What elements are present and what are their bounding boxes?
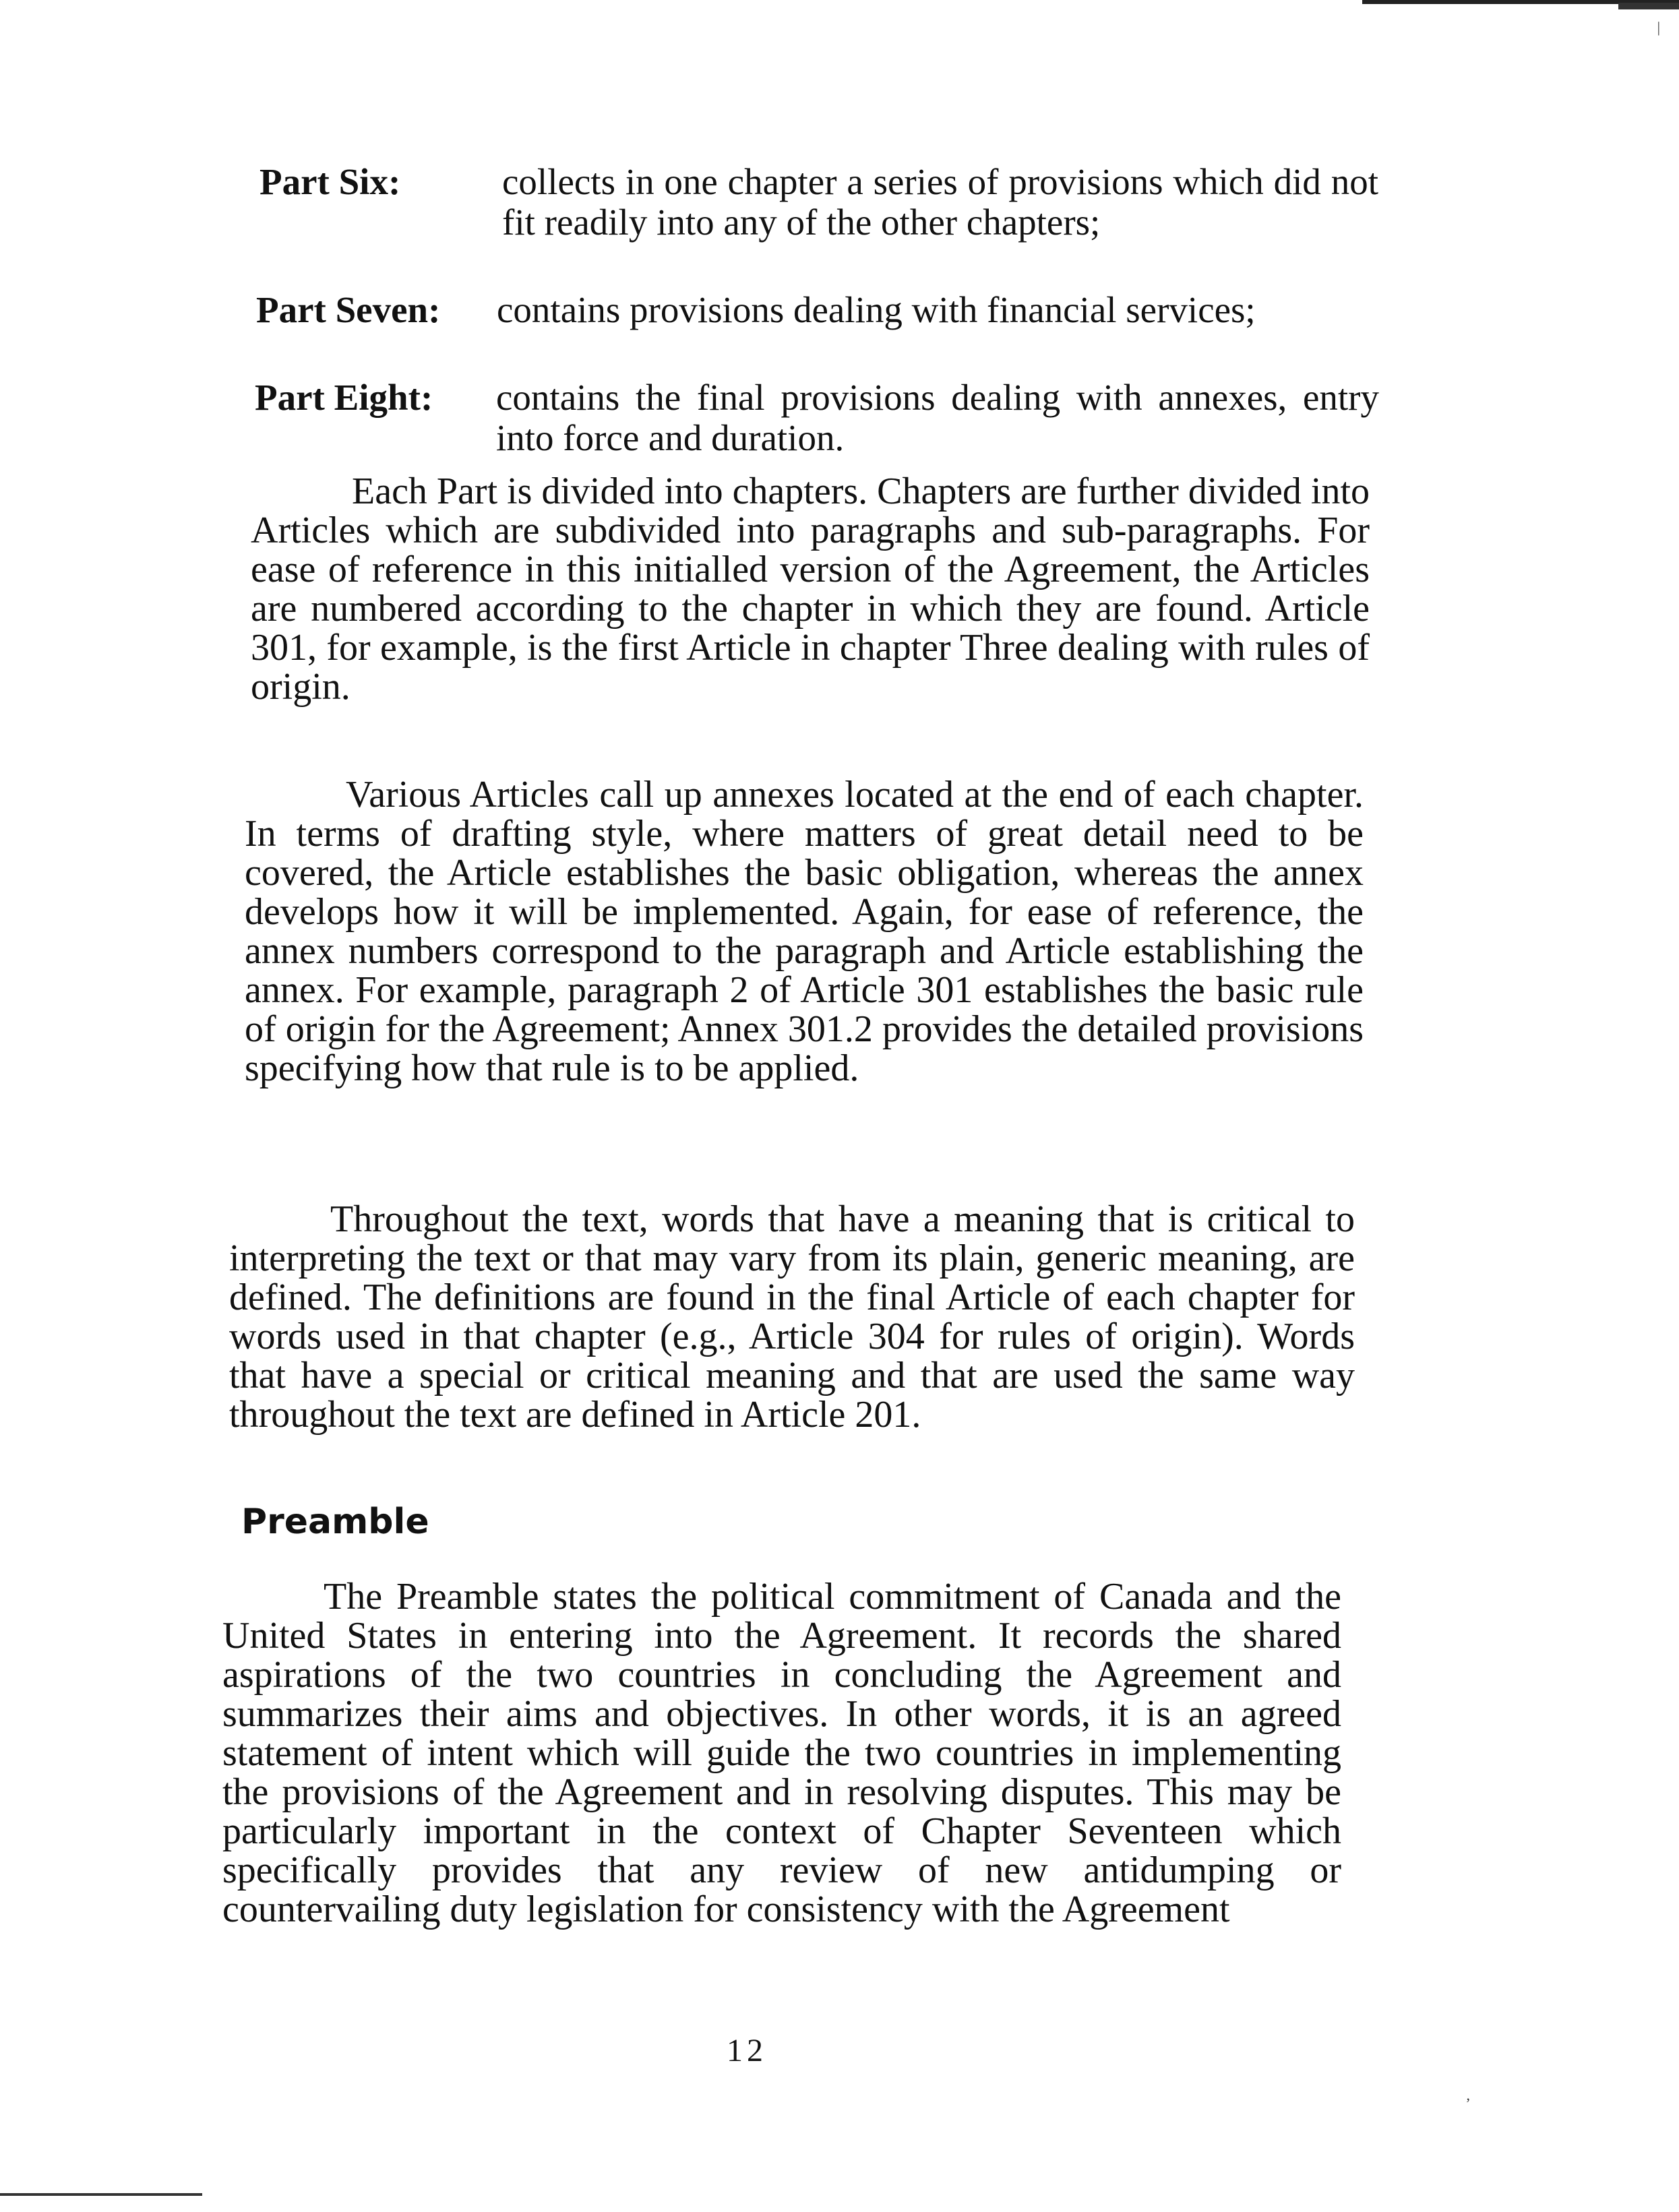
- body-paragraph: Throughout the text, words that have a meaning that is critical to interpreting the text or that may vary from its plain, generic meaning, are defined. The definitions are found in the final Article of each chapter for words used in that chapter (e.g., Article 304 for rules of origin). Words that have a special or critical meaning and that are used the same way throughout the text are defined in Article 201.: [229, 1198, 1355, 1436]
- scan-artifact-mark: |: [1657, 19, 1660, 36]
- scan-artifact-bottom: [0, 2193, 202, 2196]
- part-description: contains the final provisions dealing with annexes, entry into force and duration.: [496, 377, 1379, 458]
- scan-artifact-mark: ,: [1466, 2087, 1470, 2103]
- section-heading: Preamble: [241, 1502, 429, 1542]
- part-label: Part Seven:: [256, 289, 441, 330]
- part-label: Part Eight:: [255, 377, 433, 418]
- part-entry: [256, 290, 1388, 337]
- body-paragraph: Each Part is divided into chapters. Chapters are further divided into Articles which are subdivided into paragraphs and sub-paragraphs. For ease of reference in this initialled version of the Agreement, the Articles are numbered according to the chapter in which they are found. Article 301, for example, is the first Article in chapter Three dealing with rules of origin.: [251, 470, 1370, 708]
- preamble-paragraph: The Preamble states the political commitment of Canada and the United States in entering into the Agreement. It records the shared aspirations of the two countries in concluding the Agreement and summarizes their aims and objectives. In other words, it is an agreed statement of intent which will guide the two countries in implementing the provisions of the Agreement and in resolving disputes. This may be particularly important in the context of Chapter Seventeen which specifically provides that any review of new antidumping or countervailing duty legislation for consistency with the Agreement: [222, 1576, 1341, 1930]
- body-paragraph: Various Articles call up annexes located at the end of each chapter. In terms of drafting style, where matters of great detail need to be covered, the Article establishes the basic obligation, whereas the annex develops how it will be implemented. Again, for ease of reference, the annex numbers correspond to the paragraph and Article establishing the annex. For example, paragraph 2 of Article 301 establishes the basic rule of origin for the Agreement; Annex 301.2 provides the detailed provisions specifying how that rule is to be applied.: [245, 774, 1364, 1089]
- page-number: 12: [727, 2033, 767, 2068]
- part-entry: [260, 162, 1392, 249]
- scan-artifact-top: [1362, 0, 1679, 4]
- part-entry: [255, 377, 1394, 465]
- part-label: Part Six:: [260, 161, 401, 202]
- part-description: contains provisions dealing with financial services;: [497, 289, 1256, 330]
- part-description: collects in one chapter a series of provisions which did not fit readily into any of the other chapters;: [502, 161, 1378, 243]
